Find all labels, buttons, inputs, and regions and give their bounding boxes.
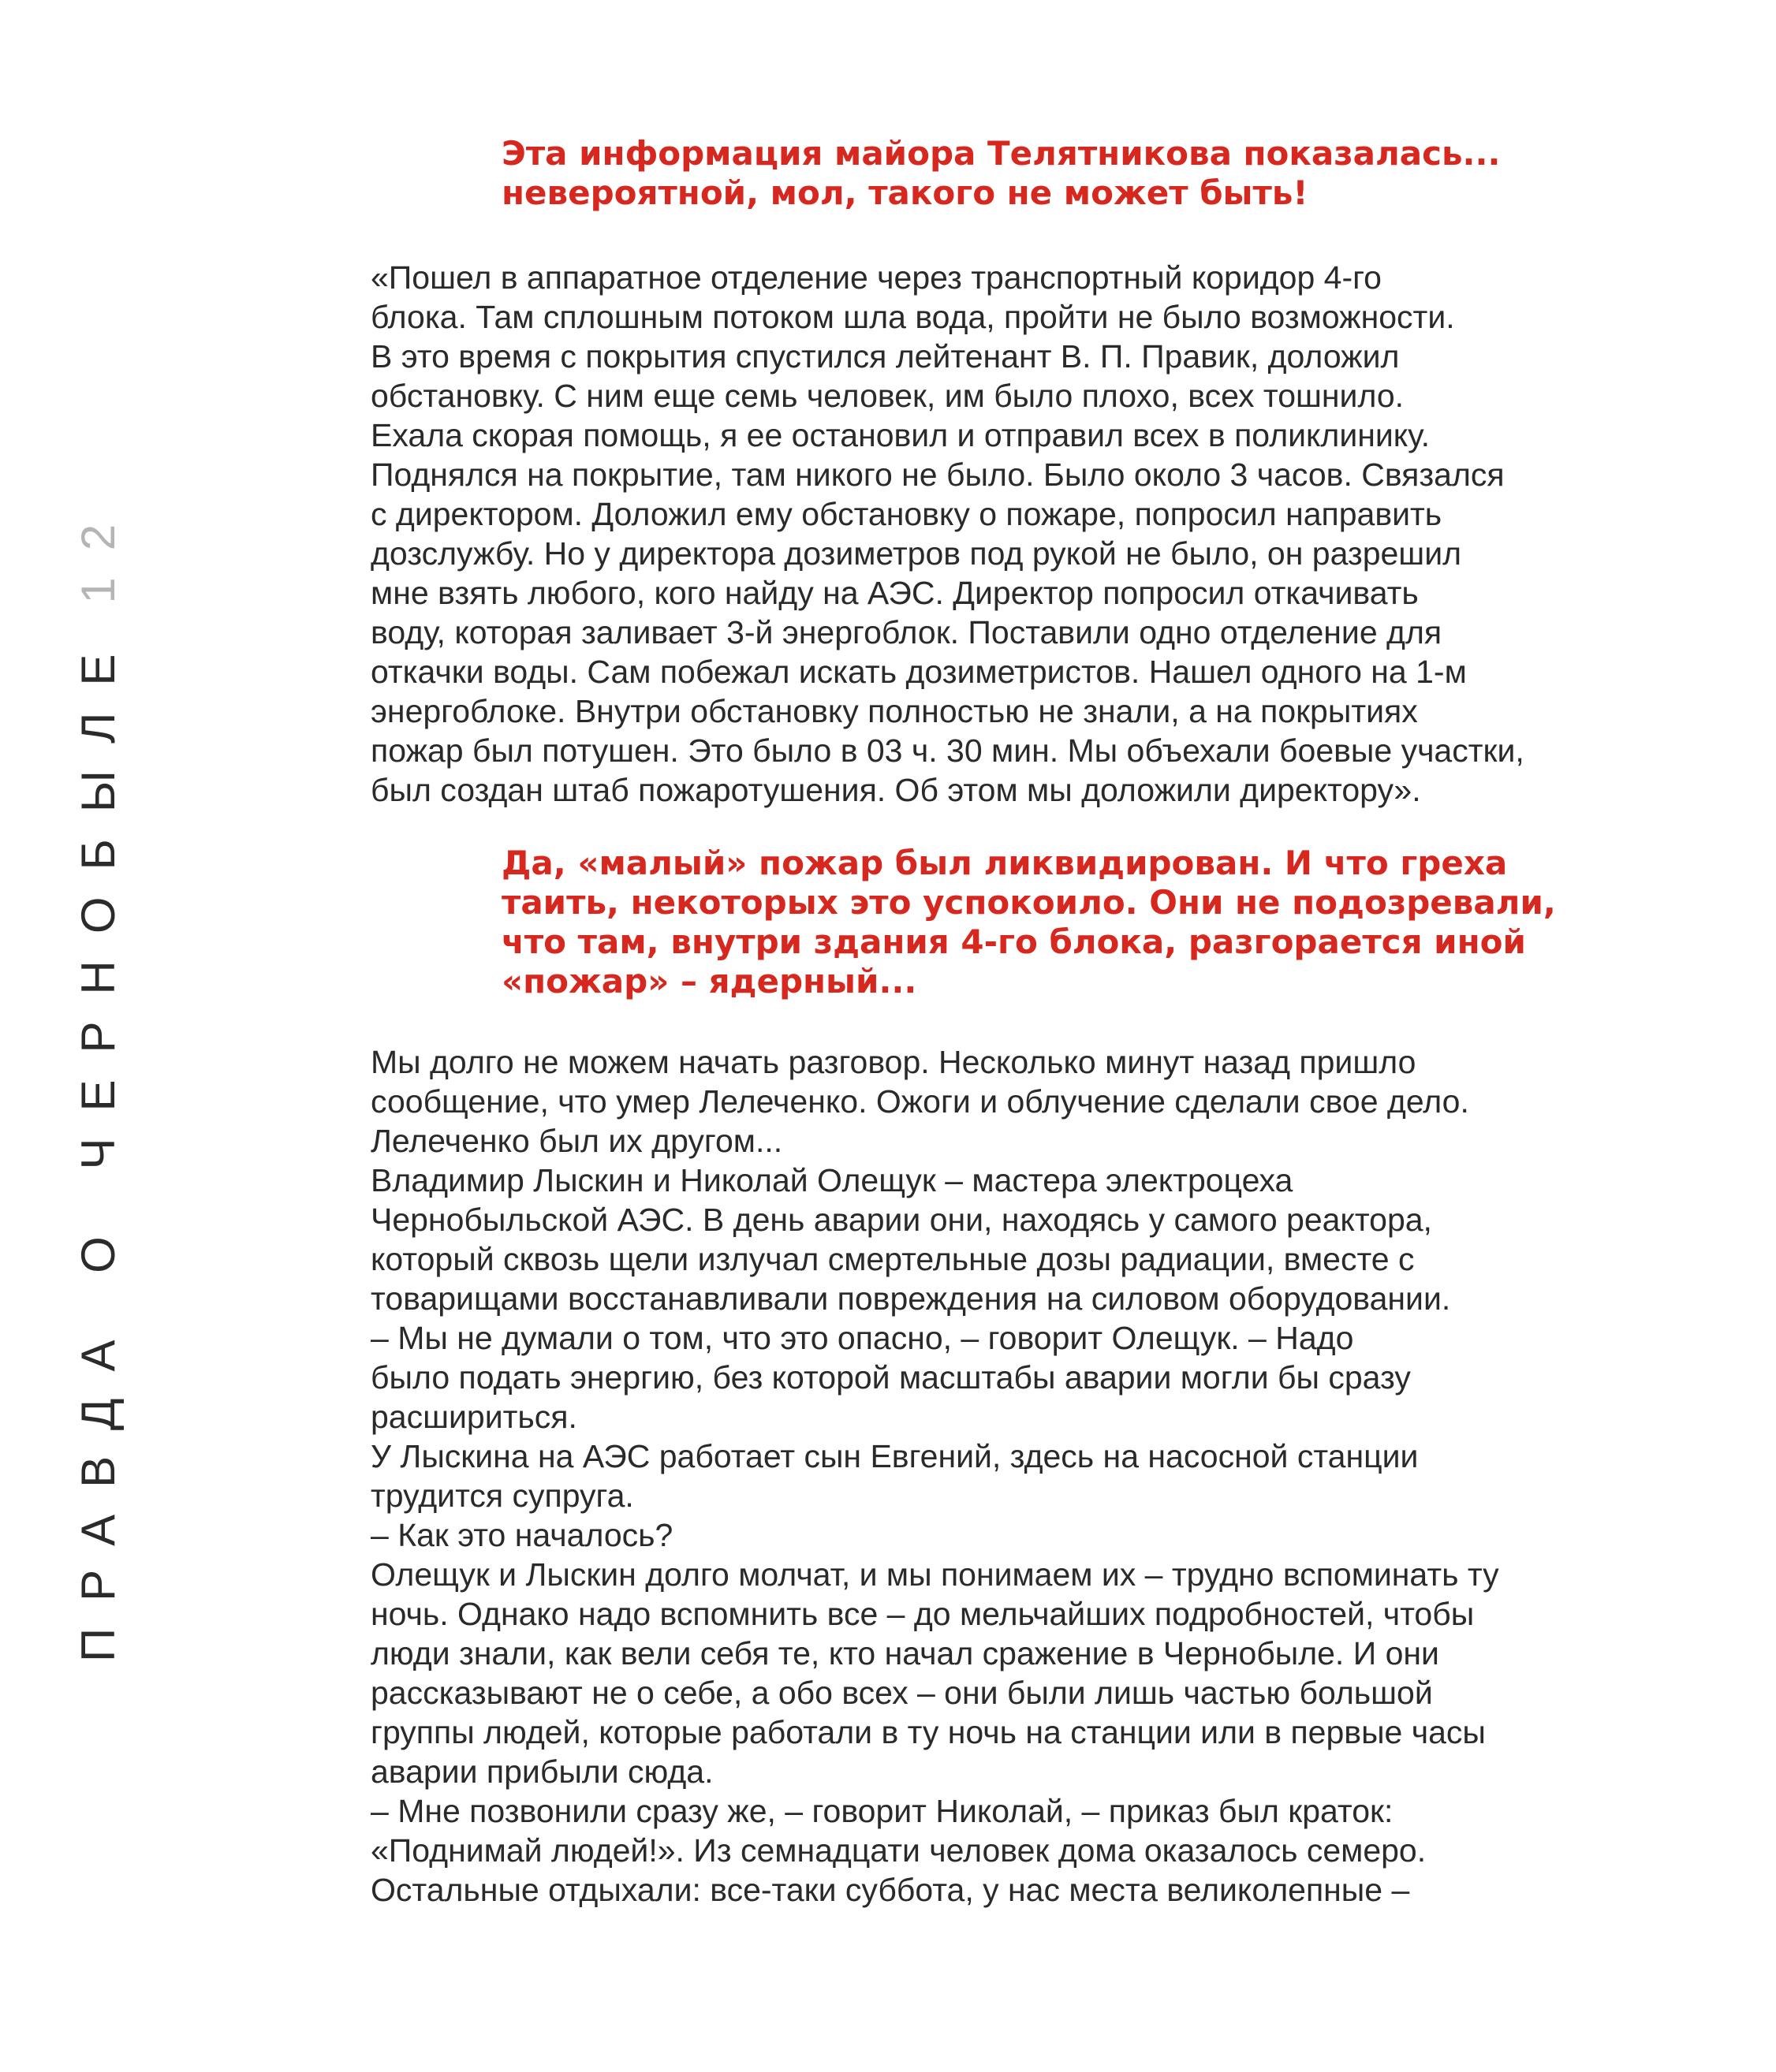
text-line: «Поднимай людей!». Из семнадцати человек дома оказалось семеро. [371,1832,1427,1869]
text-line: аварии прибыли сюда. [371,1753,714,1790]
body-text-block-1 [371,258,1648,810]
text-line: с директором. Доложил ему обстановку о пожаре, попросил направить [371,496,1442,532]
text-line: товарищами восстанавливали повреждения на силовом оборудовании. [371,1280,1451,1317]
text-line: блока. Там сплошным потоком шла вода, пройти не было возможности. [371,299,1455,335]
text-line: обстановку. С ним еще семь человек, им было плохо, всех тошнило. [371,378,1405,414]
text-line: рассказывают не о себе, а обо всех – они были лишь частью большой [371,1675,1433,1711]
text-line: Чернобыльской АЭС. В день аварии они, находясь у самого реактора, [371,1202,1432,1238]
text-line: пожар был потушен. Это было в 03 ч. 30 мин. Мы объехали боевые участки, [371,732,1524,769]
text-line: – Мы не думали о том, что это опасно, – говорит Олещук. – Надо [371,1320,1354,1356]
text-line: расшириться. [371,1399,577,1435]
text-line: сообщение, что умер Лелеченко. Ожоги и облучение сделали свое дело. [371,1083,1469,1120]
text-line: – Как это началось? [371,1517,673,1553]
text-line: трудится супруга. [371,1478,634,1514]
running-title-text: ПРАВДА О ЧЕРНОБЫЛЕ [72,627,125,1662]
text-line: Владимир Лыскин и Николай Олещук – мастера электроцеха [371,1162,1293,1198]
heading-line: таить, некоторых это успокоило. Они не подозревали, [502,883,1556,922]
text-line: откачки воды. Сам побежал искать дозиметристов. Нашел одного на 1-м [371,654,1467,690]
body-text-block-2 [371,1042,1648,1910]
text-line: группы людей, которые работали в ту ночь на станции или в первые часы [371,1714,1486,1750]
page-number: 12 [72,497,125,604]
text-line: Мы долго не можем начать разговор. Несколько минут назад пришло [371,1044,1416,1080]
text-line: дозслужбу. Но у директора дозиметров под рукой не было, он разрешил [371,535,1462,572]
text-line: Остальные отдыхали: все-таки суббота, у нас места великолепные – [371,1872,1410,1908]
text-line: мне взять любого, кого найду на АЭС. Директор попросил откачивать [371,575,1419,611]
text-line: У Лыскина на АЭС работает сын Евгений, здесь на насосной станции [371,1438,1419,1474]
text-line: ночь. Однако надо вспомнить все – до мельчайших подробностей, чтобы [371,1596,1475,1632]
pull-quote-heading-1 [502,134,1653,213]
heading-line: невероятной, мол, такого не может быть! [502,173,1308,212]
text-line: Олещук и Лыскин долго молчат, и мы понимаем их – трудно вспоминать ту [371,1556,1499,1593]
text-line: было подать энергию, без которой масштабы аварии могли бы сразу [371,1359,1411,1396]
text-line: – Мне позвонили сразу же, – говорит Николай, – приказ был краток: [371,1793,1394,1829]
text-line: энергоблоке. Внутри обстановку полностью не знали, а на покрытиях [371,693,1418,729]
text-line: который сквозь щели излучал смертельные дозы радиации, вместе с [371,1241,1415,1277]
text-line: люди знали, как вели себя те, кто начал сражение в Чернобыле. И они [371,1635,1439,1671]
text-line: Поднялся на покрытие, там никого не было. Было около 3 часов. Связался [371,457,1505,493]
heading-line: Да, «малый» пожар был ликвидирован. И что греха [502,844,1508,882]
heading-line: «пожар» – ядерный... [502,962,917,1001]
pull-quote-heading-2 [502,844,1653,1001]
heading-line: Эта информация майора Телятникова показалась... [502,134,1501,173]
text-line: воду, которая заливает 3-й энергоблок. Поставили одно отделение для [371,614,1442,650]
text-line: «Пошел в аппаратное отделение через транспортный коридор 4-го [371,259,1382,296]
running-title-vertical [72,497,125,1662]
text-line: Лелеченко был их другом... [371,1123,783,1159]
text-line: Ехала скорая помощь, я ее остановил и отправил всех в поликлинику. [371,417,1430,453]
text-line: В это время с покрытия спустился лейтенант В. П. Правик, доложил [371,338,1400,375]
heading-line: что там, внутри здания 4-го блока, разгорается иной [502,922,1526,961]
text-line: был создан штаб пожаротушения. Об этом мы доложили директору». [371,772,1421,808]
